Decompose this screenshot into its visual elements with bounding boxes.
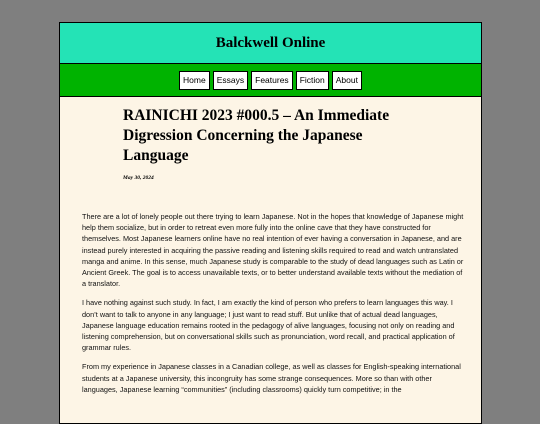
post-paragraph: There are a lot of lonely people out there trying to learn Japanese. Not in the hopes that knowledge of Japanese might help them socialize, but in order to retreat even more fully into the online cave that they have constructed for themselves. Most Japanese learners online have no real intention of ever having a conversation in Japanese, and are instead purely interested in acquiring the passive reading and listening skills required to read and watch untranslated manga and anime. In this sense, much Japanese study is comparable to the study of dead languages such as Latin or Ancient Greek. The goal is to access unavailable texts, or to better understand available texts without the mediation of a translator. [82, 212, 464, 289]
nav-link-home[interactable]: Home [179, 71, 210, 90]
site-title[interactable]: Balckwell Online [215, 34, 326, 51]
site-header [60, 23, 481, 64]
post-body [82, 211, 465, 403]
nav-bar [60, 64, 481, 97]
page-container [59, 22, 482, 424]
post-paragraph: From my experience in Japanese classes in a Canadian college, as well as classes for English-speaking international students at a Japanese university, this incongruity has some strange consequences. More so than with other languages, Japanese learning “communities” (including classrooms) quickly turn competitive; in the [82, 362, 461, 394]
nav-link-about[interactable]: About [332, 71, 362, 90]
nav-link-features[interactable]: Features [251, 71, 293, 90]
post-title: RAINICHI 2023 #000.5 – An Immediate Digression Concerning the Japanese Language [123, 107, 390, 164]
nav-link-fiction[interactable]: Fiction [296, 71, 329, 90]
post-date: May 30, 2024 [123, 175, 154, 181]
post-paragraph: I have nothing against such study. In fact, I am exactly the kind of person who prefers to learn languages this way. I don’t want to talk to anyone in any language; I just want to read stuff. But unlike that of actual dead languages, Japanese language education remains rooted in the pedagogy of alive languages, focusing not only on reading and listening comprehension, but on conversational skills such as pronunciation, word recall, and practical application of grammar rules. [82, 298, 455, 353]
nav-link-essays[interactable]: Essays [213, 71, 248, 90]
